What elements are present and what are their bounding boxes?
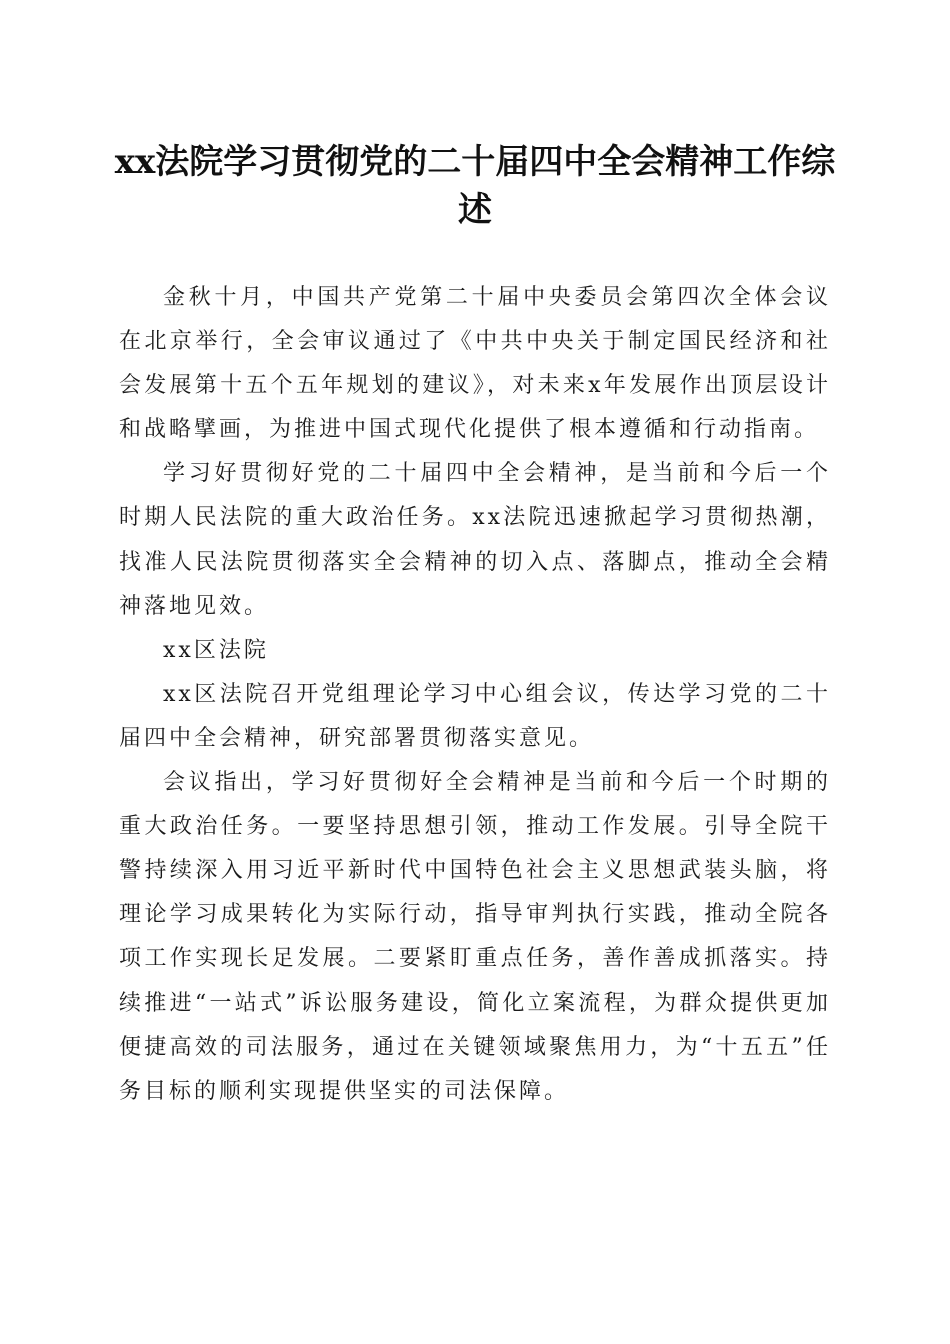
paragraph-meeting-points: 会议指出，学习好贯彻好全会精神是当前和今后一个时期的重大政治任务。一要坚持思想引领，推动工作发展。引导全院干警持续深入用习近平新时代中国特色社会主义思想武装头脑，将理论学习成果转化为实际行动，指导审判执行实践，推动全院各项工作实现长足发展。二要紧盯重点任务，善作善成抓落实。持续推进“一站式”诉讼服务建设，简化立案流程，为群众提供更加便捷高效的司法服务，通过在关键领域聚焦用力，为“十五五”任务目标的顺利实现提供坚实的司法保障。 xyxy=(119,770,831,1104)
section-heading-district-court: xx区法院 xyxy=(163,637,269,663)
paragraph-overview: 学习好贯彻好党的二十届四中全会精神，是当前和今后一个时期人民法院的重大政治任务。xx法院迅速掀起学习贯彻热潮，找准人民法院贯彻落实全会精神的切入点、落脚点，推动全会精神落地见效。 xyxy=(119,461,831,619)
paragraph-intro: 金秋十月，中国共产党第二十届中央委员会第四次全体会议在北京举行，全会审议通过了《中共中央关于制定国民经济和社会发展第十五个五年规划的建议》，对未来x年发展作出顶层设计和战略擘画，为推进中国式现代化提供了根本遵循和行动指南。 xyxy=(119,285,831,443)
document-title: xx法院学习贯彻党的二十届四中全会精神工作综述 xyxy=(114,142,836,230)
paragraph-meeting: xx区法院召开党组理论学习中心组会议，传达学习党的二十届四中全会精神，研究部署贯彻落实意见。 xyxy=(119,681,831,751)
document-body xyxy=(119,276,831,1114)
